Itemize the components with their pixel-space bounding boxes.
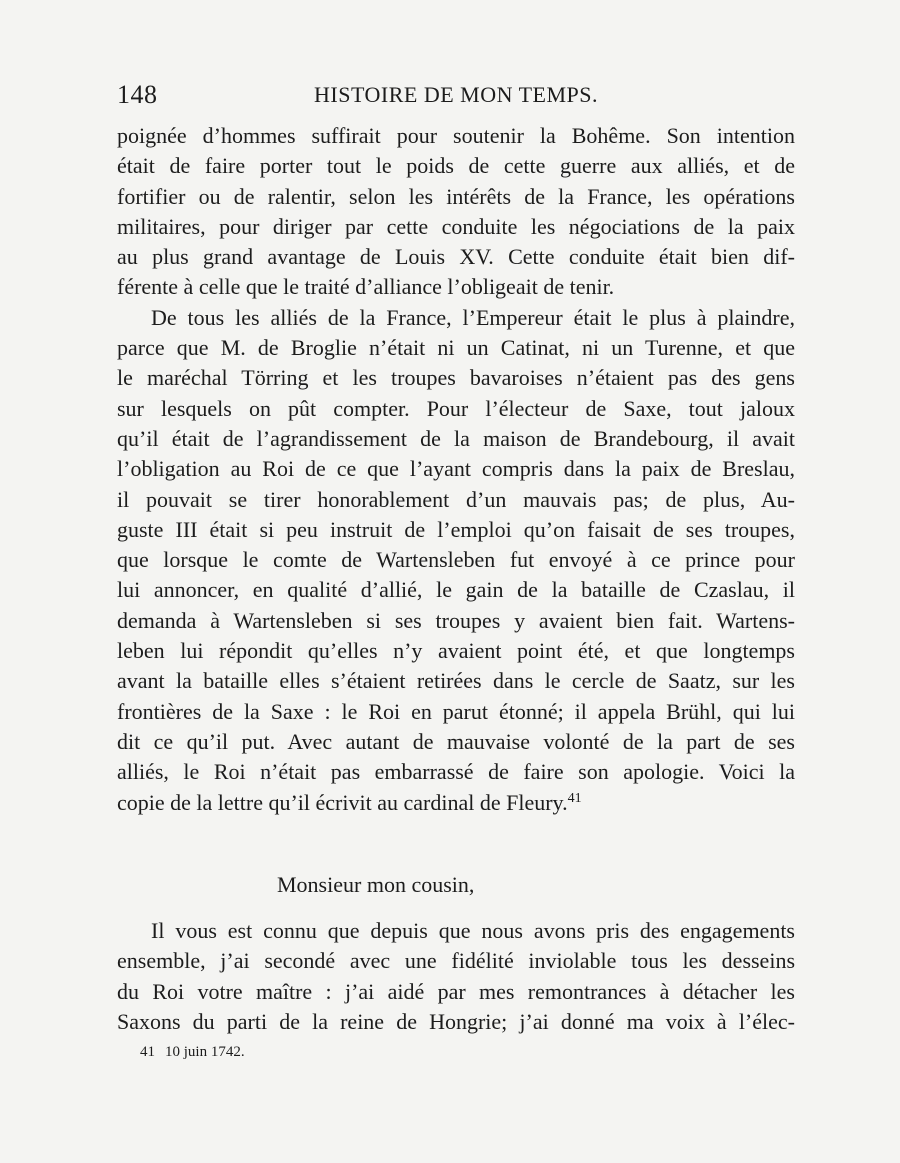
paragraph-2 <box>117 303 795 818</box>
page-header <box>117 78 795 112</box>
text-line: du Roi votre maître : j’ai aidé par mes remontrances à détacher les <box>117 978 795 1004</box>
text-line: demanda à Wartensleben si ses troupes y avaient bien fait. Wartens- <box>117 607 795 633</box>
text-line-content: copie de la lettre qu’il écrivit au cardinal de Fleury. <box>117 789 568 815</box>
text-line: il pouvait se tirer honorablement d’un mauvais pas; de plus, Au- <box>117 486 795 512</box>
text-line: leben lui répondit qu’elles n’y avaient point été, et que longtemps <box>117 638 795 664</box>
body-text <box>117 121 795 818</box>
salutation-text: Monsieur mon cousin, <box>277 872 475 897</box>
footnote <box>140 1042 245 1062</box>
text-line: lui annoncer, en qualité d’allié, le gain de la bataille de Czaslau, il <box>117 577 795 603</box>
footnote-reference[interactable]: 41 <box>567 790 582 806</box>
text-line: l’obligation au Roi de ce que l’ayant compris dans la paix de Breslau, <box>117 456 795 482</box>
text-line: était de faire porter tout le poids de cette guerre aux alliés, et de <box>117 153 795 179</box>
text-line: Saxons du parti de la reine de Hongrie; j’ai donné ma voix à l’élec- <box>117 1008 795 1034</box>
text-line: avant la bataille elles s’étaient retirées dans le cercle de Saatz, sur les <box>117 668 795 694</box>
text-line: dit ce qu’il put. Avec autant de mauvaise volonté de la part de ses <box>117 728 795 754</box>
text-line: frontières de la Saxe : le Roi en parut étonné; il appela Brühl, qui lui <box>117 698 795 724</box>
text-line: alliés, le Roi n’était pas embarrassé de faire son apologie. Voici la <box>117 759 795 785</box>
text-line: au plus grand avantage de Louis XV. Cette conduite était bien dif- <box>117 244 795 270</box>
text-line: qu’il était de l’agrandissement de la maison de Brandebourg, il avait <box>117 425 795 451</box>
text-line: De tous les alliés de la France, l’Empereur était le plus à plaindre, <box>151 304 795 330</box>
text-line: férente à celle que le traité d’alliance l’obligeait de tenir. <box>117 274 615 300</box>
running-title: HISTOIRE DE MON TEMPS. <box>314 82 598 107</box>
paragraph-1 <box>117 121 795 303</box>
text-line: guste III était si peu instruit de l’emploi qu’on faisait de ses troupes, <box>117 516 795 542</box>
footnote-mark: 41 <box>140 1044 155 1060</box>
text-line: fortifier ou de ralentir, selon les intérêts de la France, les opérations <box>117 183 795 209</box>
text-line-last <box>117 788 795 818</box>
text-line: le maréchal Törring et les troupes bavaroises n’étaient pas des gens <box>117 365 795 391</box>
text-line: Il vous est connu que depuis que nous avons pris des engagements <box>151 918 795 943</box>
page-number: 148 <box>117 80 158 109</box>
text-line: ensemble, j’ai secondé avec une fidélité inviolable tous les desseins <box>117 948 795 974</box>
text-line: parce que M. de Broglie n’était ni un Catinat, ni un Turenne, et que <box>117 335 795 361</box>
letter-body <box>117 916 795 1037</box>
text-line: sur lesquels on pût compter. Pour l’électeur de Saxe, tout jaloux <box>117 395 795 421</box>
footnote-text: 10 juin 1742. <box>165 1044 245 1060</box>
text-line: que lorsque le comte de Wartensleben fut envoyé à ce prince pour <box>117 547 795 573</box>
text-line: militaires, pour diriger par cette conduite les négociations de la paix <box>117 213 795 239</box>
text-line: poignée d’hommes suffirait pour soutenir la Bohême. Son intention <box>117 123 795 148</box>
